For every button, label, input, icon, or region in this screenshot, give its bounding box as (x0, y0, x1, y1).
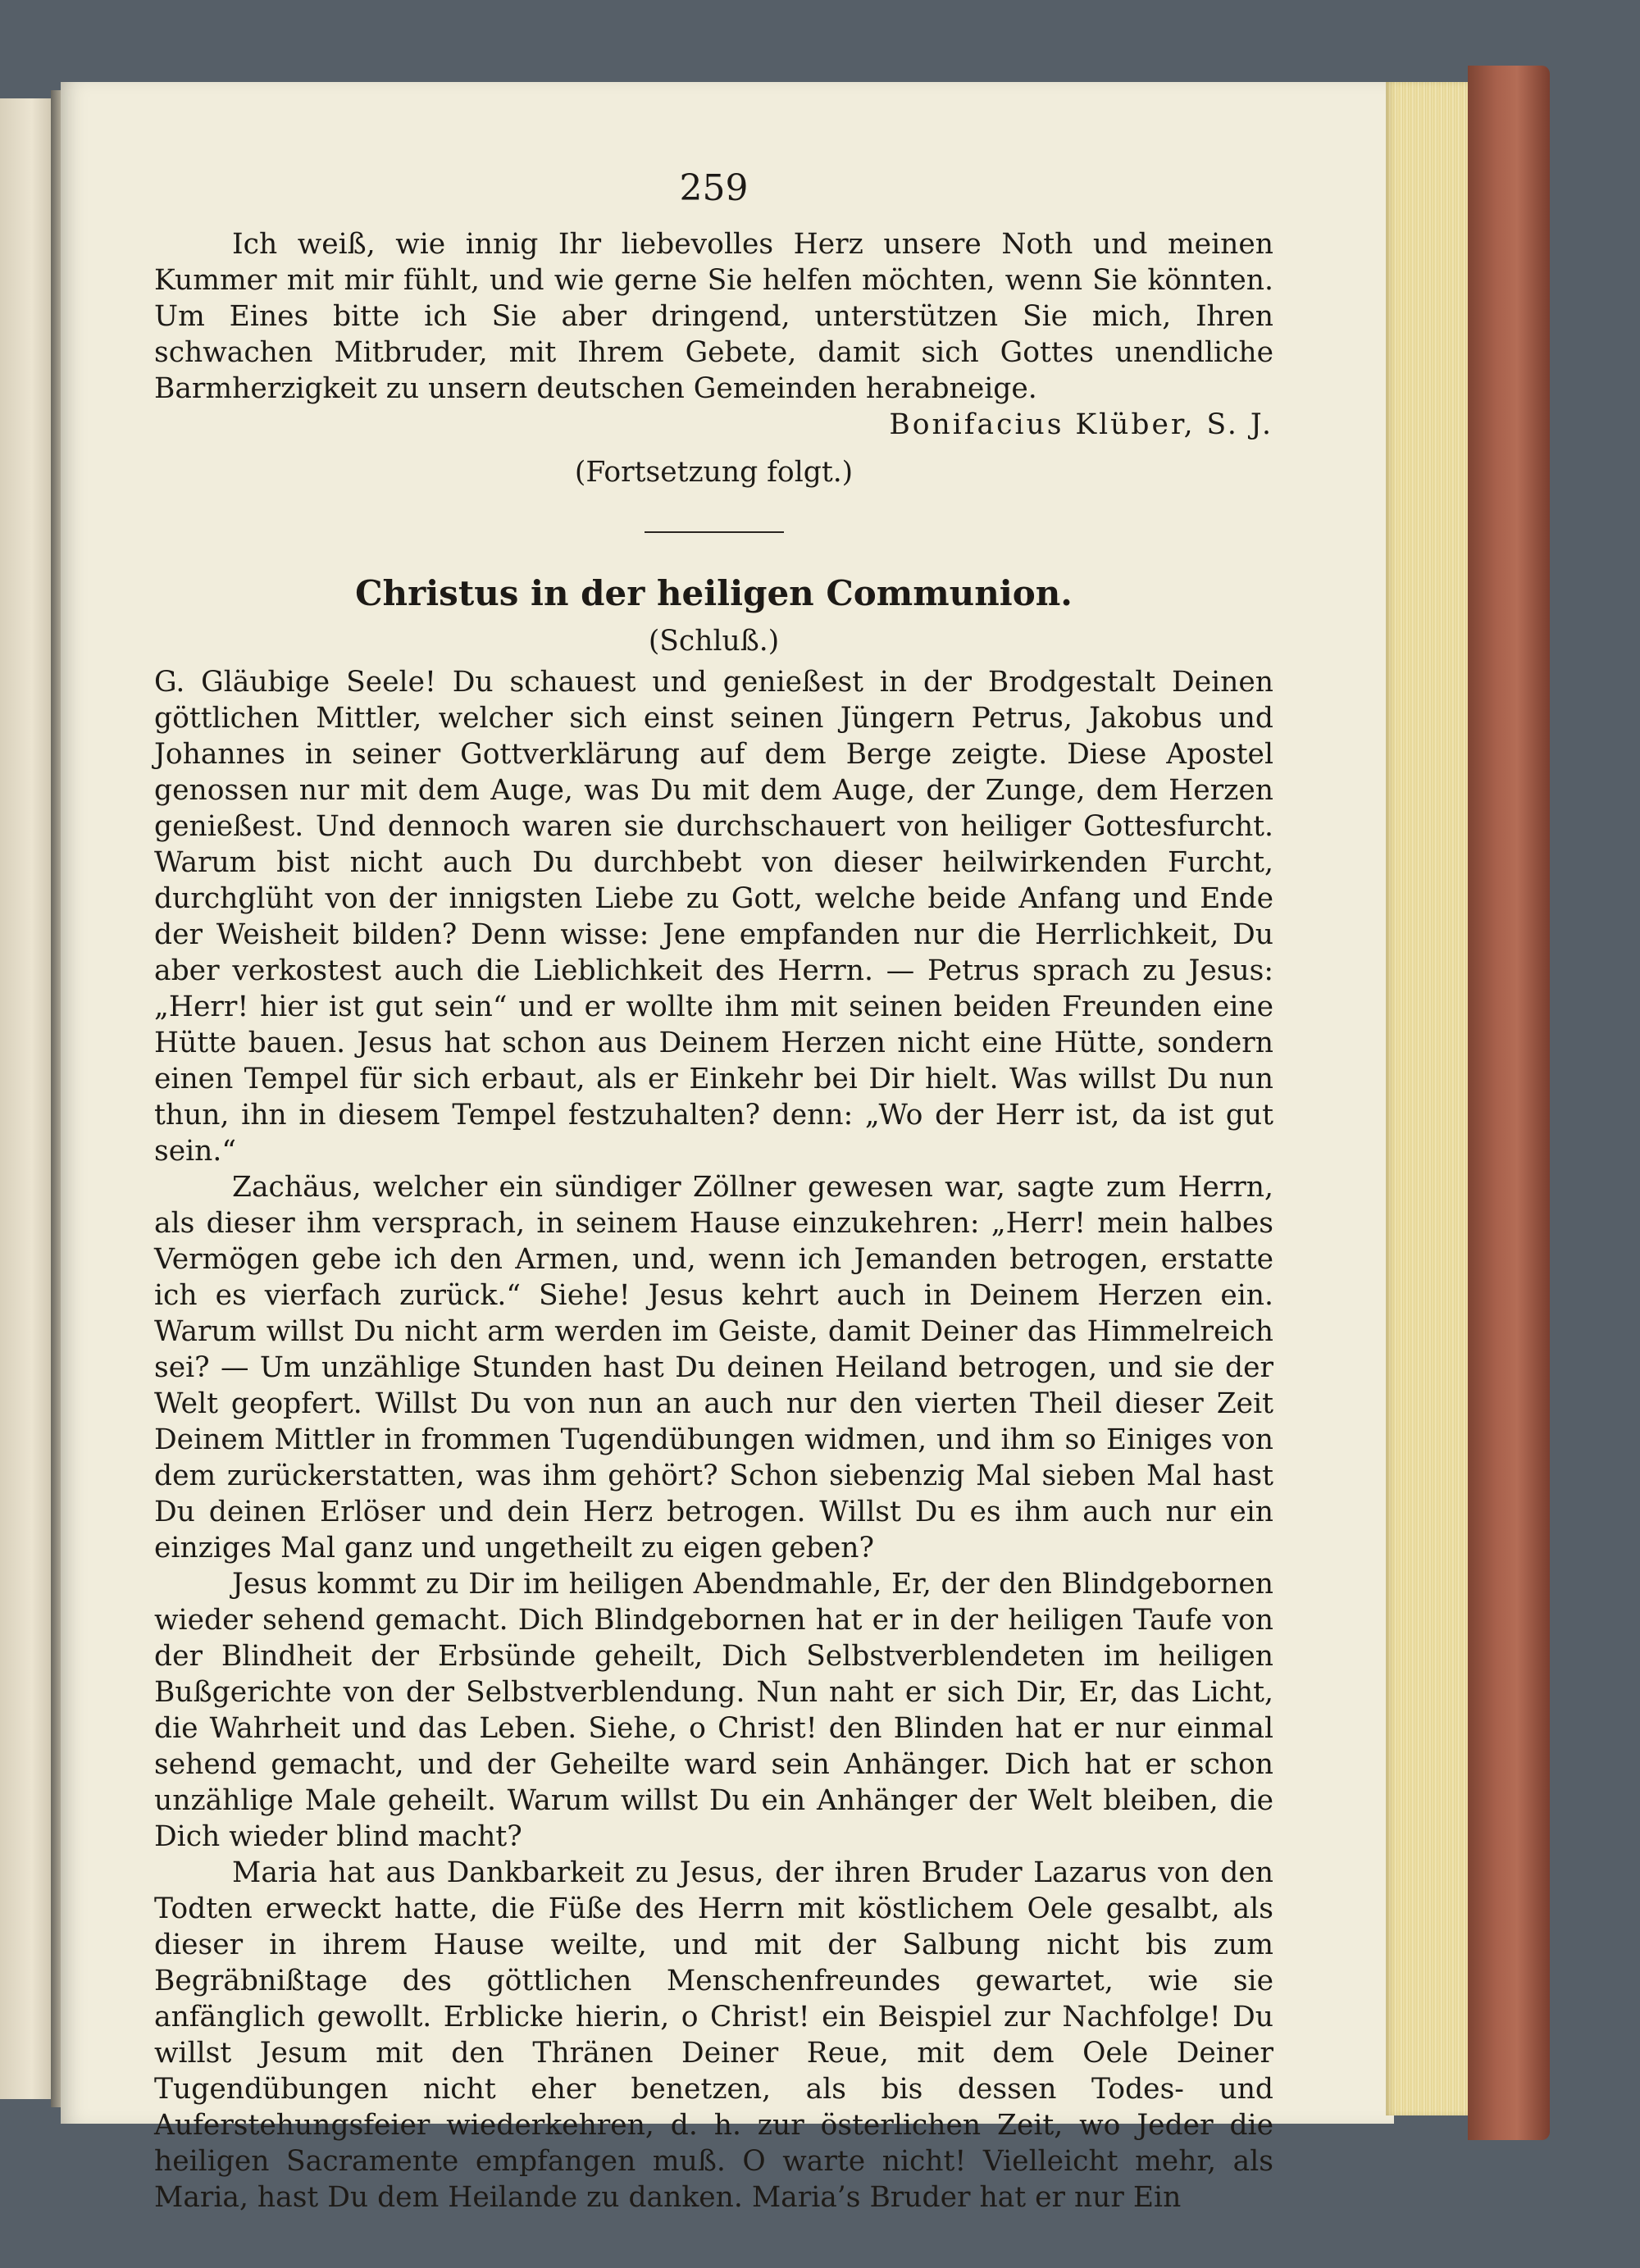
continuation-note: (Fortsetzung folgt.) (574, 456, 854, 489)
book-cover-edge (1468, 66, 1550, 2140)
left-page-edge (0, 98, 57, 2099)
page-number: 259 (679, 167, 749, 209)
article-subtitle: (Schluß.) (648, 625, 780, 658)
text-block (154, 164, 1273, 2216)
paragraph: Jesus kommt zu Dir im heiligen Abendmahle, Er, der den Blindgebornen wieder sehend gemacht. Dich Blindgebornen hat er in der heiligen Taufe von der Blindheit der Erbsünde geheilt, Dich Selbstverblendeten im heiligen Bußgerichte von der Selbstverblendung. Nun naht er sich Dir, Er, das Licht, die Wahrheit und das Leben. Siehe, o Christ! den Blinden hat er nur einmal sehend gemacht, und der Geheilte ward sein Anhänger. Dich hat er schon unzählige Male geheilt. Warum willst Du ein Anhänger der Welt bleiben, die Dich wieder blind macht? (154, 1568, 1273, 1853)
article-title: Christus in der heiligen Communion. (355, 573, 1073, 613)
page-edges (1386, 82, 1476, 2115)
paragraph: Maria hat aus Dankbarkeit zu Jesus, der ihren Bruder Lazarus von den Todten erweckt hatte, die Füße des Herrn mit köstlichem Oele gesalbt, als dieser in ihrem Hause weilte, und mit der Salbung nicht bis zum Begräbnißtage des göttlichen Menschenfreundes gewartet, wie sie anfänglich gewollt. Erblicke hierin, o Christ! ein Beispiel zur Nachfolge! Du willst Jesum mit den Thränen Deiner Reue, mit dem Oele Deiner Tugendübungen nicht eher benetzen, als bis dessen Todes- und Auferstehungsfeier wiederkehren, d. h. zur österlichen Zeit, wo Jeder die heiligen Sacramente empfangen muß. O warte nicht! Vielleicht mehr, als Maria, hast Du dem Heilande zu danken. Maria’s Bruder hat er nur Ein (154, 1856, 1273, 2214)
intro-paragraph: Ich weiß, wie innig Ihr liebevolles Herz unsere Noth und meinen Kummer mit mir fühlt, und wie gerne Sie helfen möchten, wenn Sie könnten. Um Eines bitte ich Sie aber dringend, unterstützen Sie mich, Ihren schwachen Mitbruder, mit Ihrem Gebete, damit sich Gottes unendliche Barmherzigkeit zu unsern deutschen Gemeinden herabneige. (154, 228, 1273, 405)
section-divider (645, 531, 784, 533)
paragraph: Zachäus, welcher ein sündiger Zöllner gewesen war, sagte zum Herrn, als dieser ihm versprach, in seinem Hause einzukehren: „Herr! mein halbes Vermögen gebe ich den Armen, und, wenn ich Jemanden betrogen, erstatte ich es vierfach zurück.“ Siehe! Jesus kehrt auch in Deinem Herzen ein. Warum willst Du nicht arm werden im Geiste, damit Deiner das Himmelreich sei? — Um unzählige Stunden hast Du deinen Heiland betrogen, und sie der Welt geopfert. Willst Du von nun an auch nur den vierten Theil dieser Zeit Deinem Mittler in frommen Tugendübungen widmen, und ihm so Einiges von dem zurückerstatten, was ihm gehört? Schon siebenzig Mal sieben Mal hast Du deinen Erlöser und dein Herz betrogen. Willst Du es ihm auch nur ein einziges Mal ganz und ungetheilt zu eigen geben? (154, 1171, 1273, 1564)
signature: Bonifacius Klüber, S. J. (889, 408, 1273, 441)
paragraph: G. Gläubige Seele! Du schauest und genießest in der Brodgestalt Deinen göttlichen Mittler, welcher sich einst seinen Jüngern Petrus, Jakobus und Johannes in seiner Gottverklärung auf dem Berge zeigte. Diese Apostel genossen nur mit dem Auge, was Du mit dem Auge, der Zunge, dem Herzen genießest. Und dennoch waren sie durchschauert von heiliger Gottesfurcht. Warum bist nicht auch Du durchbebt von dieser heilwirkenden Furcht, durchglüht von der innigsten Liebe zu Gott, welche beide Anfang und Ende der Weisheit bilden? Denn wisse: Jene empfanden nur die Herrlichkeit, Du aber verkostest auch die Lieblichkeit des Herrn. — Petrus sprach zu Jesus: „Herr! hier ist gut sein“ und er wollte ihm mit seinen beiden Freunden eine Hütte bauen. Jesus hat schon aus Deinem Herzen nicht eine Hütte, sondern einen Tempel für sich erbaut, als er Einkehr bei Dir hielt. Was willst Du nun thun, ihn in diesem Tempel festzuhalten? denn: „Wo der Herr ist, da ist gut sein.“ (154, 666, 1273, 1168)
